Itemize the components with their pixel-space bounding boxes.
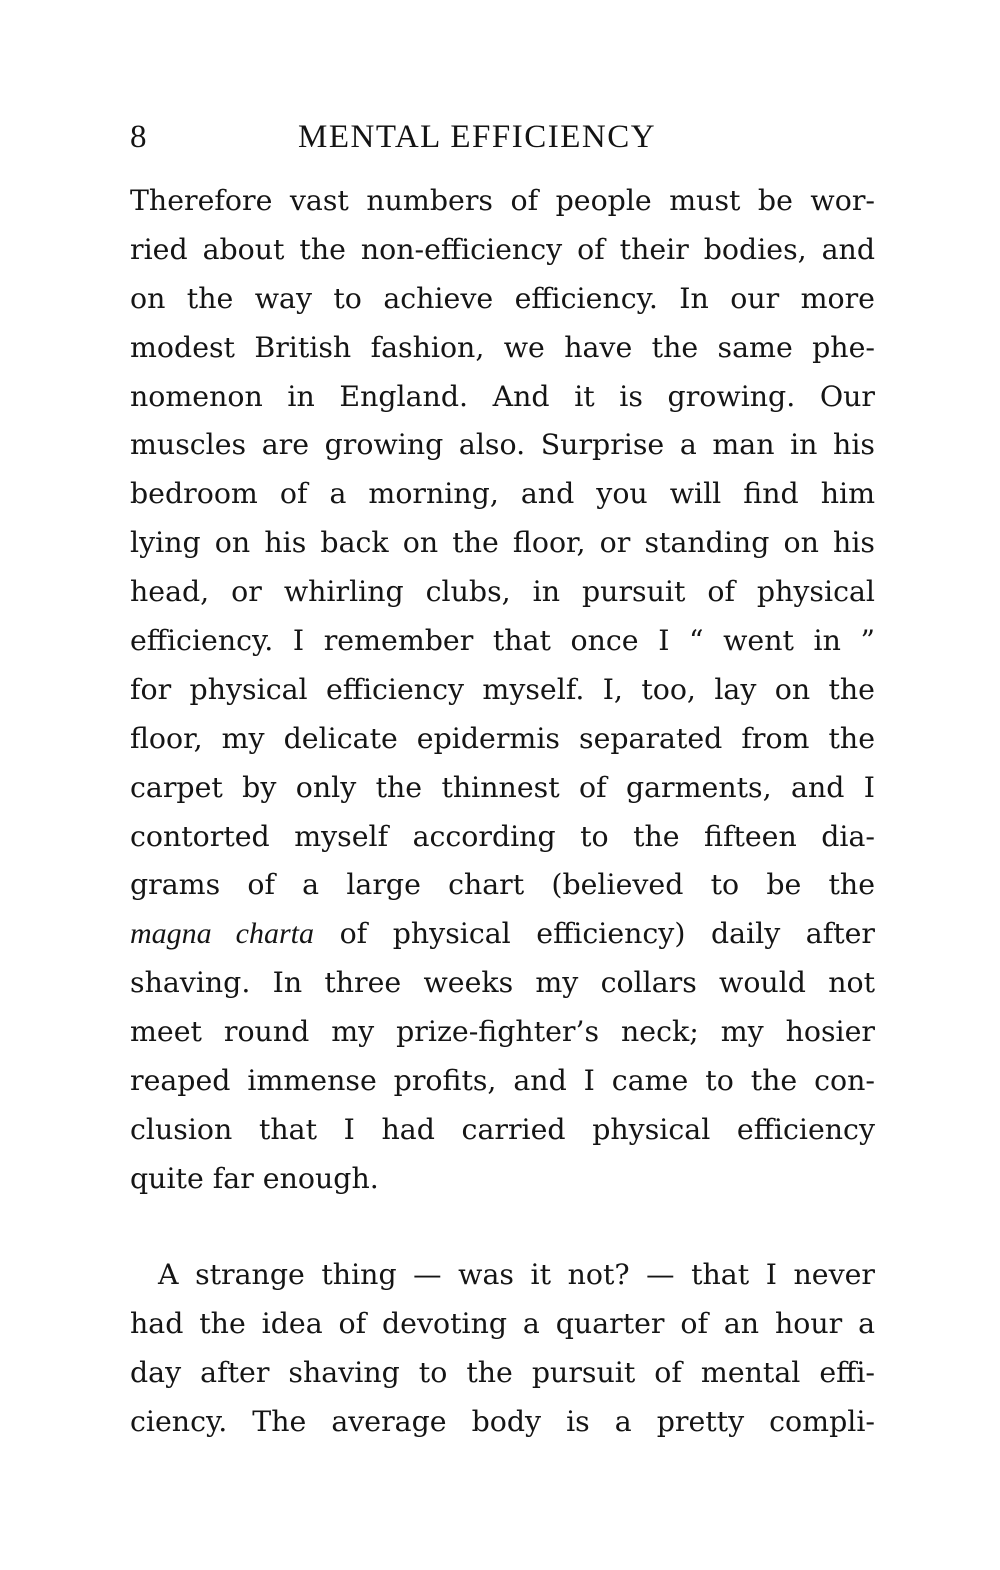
text-line: efficiency. I remember that once I “ went in ”	[130, 624, 875, 658]
text-line: for physical efficiency myself. I, too, lay on the	[130, 672, 875, 706]
text-line: bedroom of a morning, and you will find him	[130, 477, 875, 511]
text-line: shaving. In three weeks my collars would not	[130, 966, 875, 1000]
italic-phrase: magna charta	[130, 917, 315, 951]
text-line: lying on his back on the floor, or standing on his	[130, 526, 875, 560]
text-line: day after shaving to the pursuit of mental effi-	[130, 1355, 875, 1389]
text-line: floor, my delicate epidermis separated from the	[130, 721, 875, 755]
running-head	[130, 112, 875, 162]
paragraph-1	[130, 177, 875, 1204]
running-title: MENTAL EFFICIENCY	[298, 119, 657, 155]
text-line: muscles are growing also. Surprise a man in his	[130, 428, 875, 462]
text-line: modest British fashion, we have the same phe-	[130, 330, 875, 364]
text-line: reaped immense profits, and I came to the con-	[130, 1064, 875, 1098]
text-line: nomenon in England. And it is growing. Our	[130, 379, 875, 413]
text-line: contorted myself according to the fifteen dia-	[130, 819, 875, 853]
text-line: ried about the non-efficiency of their bodies, and	[130, 232, 875, 266]
text-line: Therefore vast numbers of people must be wor-	[130, 184, 875, 217]
text-line: meet round my prize-fighter’s neck; my hosier	[130, 1015, 875, 1049]
text-line: ciency. The average body is a pretty compli-	[130, 1404, 875, 1438]
text-line: clusion that I had carried physical efficiency	[130, 1112, 875, 1146]
text-run: of physical efficiency) daily after	[339, 917, 875, 951]
text-line: grams of a large chart (believed to be the	[130, 868, 875, 902]
paragraph-2	[130, 1251, 875, 1447]
page-number: 8	[130, 119, 148, 155]
text-line: carpet by only the thinnest of garments, and I	[130, 770, 875, 804]
text-line-with-italic	[130, 910, 875, 959]
text-line: quite far enough.	[130, 1161, 379, 1195]
text-line: head, or whirling clubs, in pursuit of physical	[130, 575, 875, 609]
text-line: had the idea of devoting a quarter of an hour a	[130, 1306, 875, 1340]
text-line: on the way to achieve efficiency. In our more	[130, 281, 875, 315]
text-line: A strange thing — was it not? — that I never	[158, 1258, 875, 1291]
